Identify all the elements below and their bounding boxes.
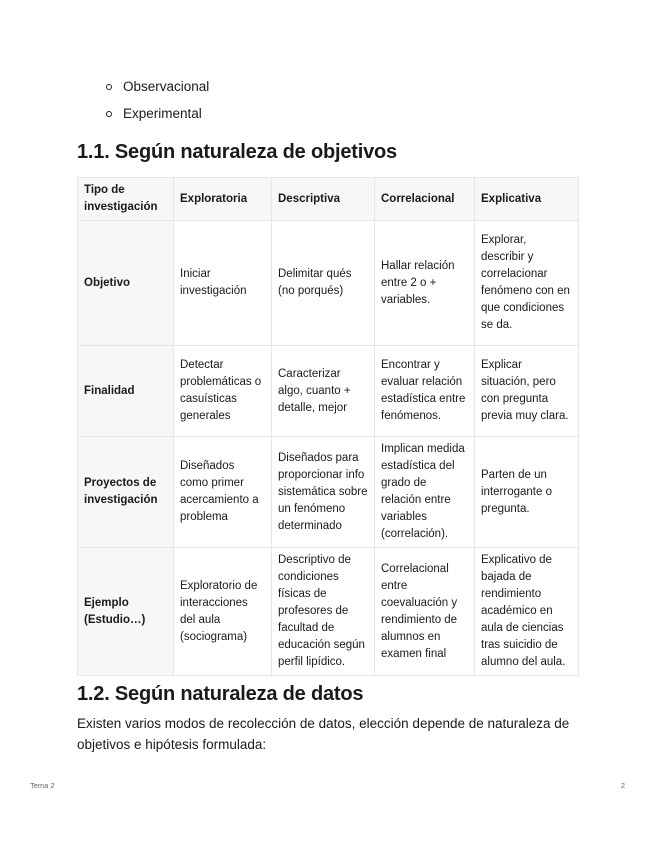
row-header: Finalidad bbox=[78, 346, 174, 437]
table-cell: Correlacional entre coevaluación y rendimiento de alumnos en examen final bbox=[375, 548, 475, 676]
section-paragraph: Existen varios modos de recolección de datos, elección depende de naturaleza de objetivos e hipótesis formulada: bbox=[77, 716, 570, 752]
column-header: Explicativa bbox=[475, 178, 579, 221]
row-header: Objetivo bbox=[78, 221, 174, 346]
table-row bbox=[78, 221, 579, 346]
footer-chapter-label: Tema 2 bbox=[30, 781, 55, 790]
column-header: Exploratoria bbox=[174, 178, 272, 221]
table-row bbox=[78, 346, 579, 437]
table-cell: Diseñados como primer acercamiento a problema bbox=[174, 437, 272, 548]
research-types-table bbox=[77, 177, 579, 676]
column-header: Tipo de investigación bbox=[78, 178, 174, 221]
list-item-text: Observacional bbox=[123, 79, 210, 94]
table-cell: Explicar situación, pero con pregunta previa muy clara. bbox=[475, 346, 579, 437]
table-cell: Exploratorio de interacciones del aula (sociograma) bbox=[174, 548, 272, 676]
column-header: Descriptiva bbox=[272, 178, 375, 221]
table-cell: Explorar, describir y correlacionar fenómeno con en que condiciones se da. bbox=[475, 221, 579, 346]
table-row bbox=[78, 548, 579, 676]
table-cell: Caracterizar algo, cuanto + detalle, mejor bbox=[272, 346, 375, 437]
table-cell: Encontrar y evaluar relación estadística entre fenómenos. bbox=[375, 346, 475, 437]
table-cell: Hallar relación entre 2 o + variables. bbox=[375, 221, 475, 346]
table-cell: Diseñados para proporcionar info sistemática sobre un fenómeno determinado bbox=[272, 437, 375, 548]
table-cell: Delimitar qués (no porqués) bbox=[272, 221, 375, 346]
table-cell: Parten de un interrogante o pregunta. bbox=[475, 437, 579, 548]
bullet-circle-icon bbox=[106, 111, 112, 117]
bullet-circle-icon bbox=[106, 84, 112, 90]
table-cell: Iniciar investigación bbox=[174, 221, 272, 346]
list-item bbox=[103, 103, 209, 130]
table-cell: Implican medida estadística del grado de relación entre variables (correlación). bbox=[375, 437, 475, 548]
row-header: Proyectos de investigación bbox=[78, 437, 174, 548]
section-heading-datos: 1.2. Según naturaleza de datos bbox=[77, 683, 364, 705]
column-header: Correlacional bbox=[375, 178, 475, 221]
footer-page-number: 2 bbox=[620, 781, 625, 790]
table-cell: Descriptivo de condiciones físicas de profesores de facultad de educación según perfil lipídico. bbox=[272, 548, 375, 676]
table-row bbox=[78, 437, 579, 548]
list-item bbox=[103, 76, 209, 103]
bullet-list bbox=[103, 76, 209, 130]
row-header: Ejemplo (Estudio…) bbox=[78, 548, 174, 676]
table-cell: Detectar problemáticas o casuísticas generales bbox=[174, 346, 272, 437]
section-heading-objetivos: 1.1. Según naturaleza de objetivos bbox=[77, 141, 397, 163]
table-header-row bbox=[78, 178, 579, 221]
table-cell: Explicativo de bajada de rendimiento académico en aula de ciencias tras suicidio de alumno del aula. bbox=[475, 548, 579, 676]
list-item-text: Experimental bbox=[123, 106, 202, 121]
